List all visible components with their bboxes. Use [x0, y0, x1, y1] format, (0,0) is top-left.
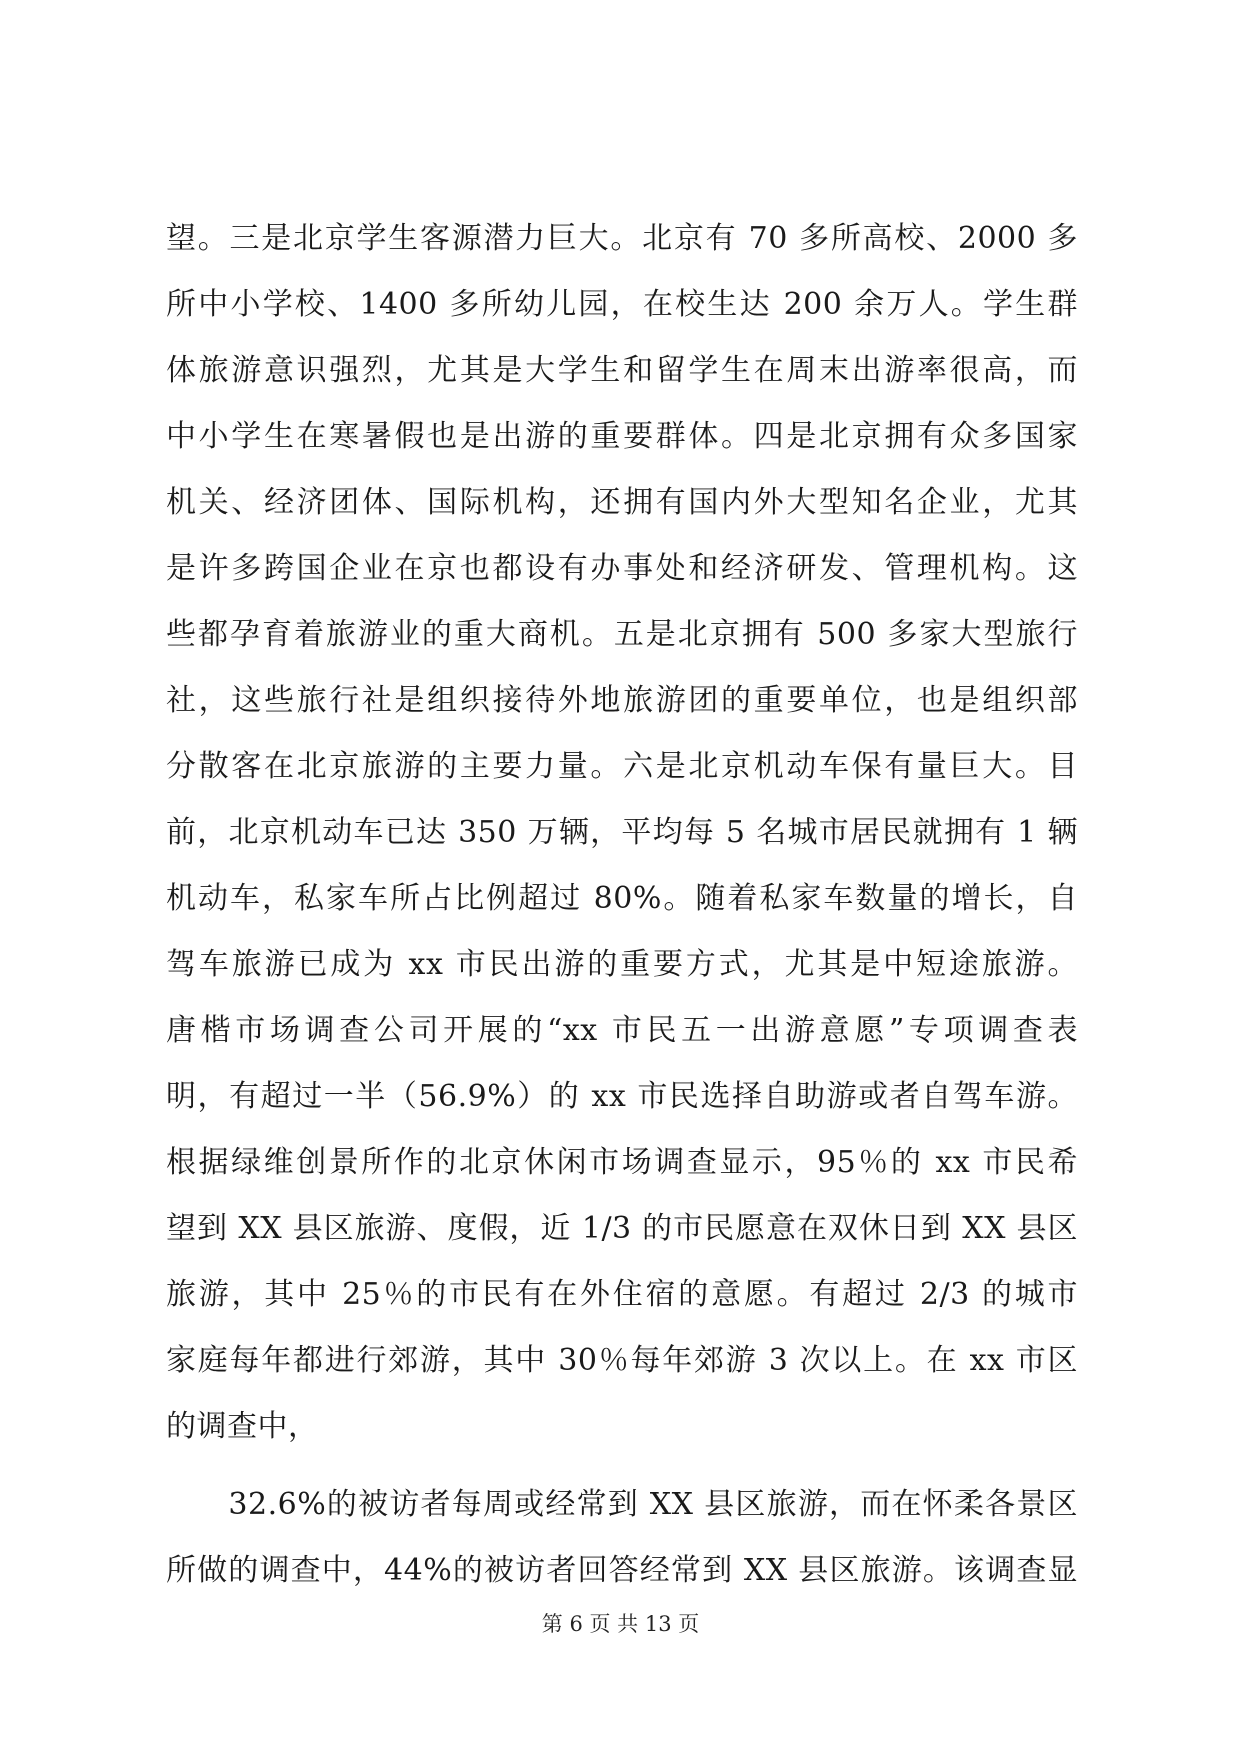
- text-line: 的调查中，: [166, 1409, 319, 1444]
- text-line: 根据绿维创景所作的北京休闲市场调查显示，95％的 xx 市民希: [166, 1145, 1078, 1180]
- text-line: 家庭每年都进行郊游，其中 30％每年郊游 3 次以上。在 xx 市区: [166, 1343, 1078, 1378]
- text-line: 些都孕育着旅游业的重大商机。五是北京拥有 500 多家大型旅行: [166, 617, 1078, 652]
- document-body: [166, 206, 1078, 1604]
- text-line: 分散客在北京旅游的主要力量。六是北京机动车保有量巨大。目: [166, 749, 1078, 784]
- text-line: 所做的调查中，44%的被访者回答经常到 XX 县区旅游。该调查显: [166, 1553, 1078, 1588]
- paragraph-2: [166, 1472, 1078, 1604]
- text-line: 社，这些旅行社是组织接待外地旅游团的重要单位，也是组织部: [166, 683, 1078, 718]
- text-line: 望到 XX 县区旅游、度假，近 1/3 的市民愿意在双休日到 XX 县区: [166, 1211, 1078, 1246]
- text-line: 前，北京机动车已达 350 万辆，平均每 5 名城市居民就拥有 1 辆: [166, 815, 1078, 850]
- text-line: 机关、经济团体、国际机构，还拥有国内外大型知名企业，尤其: [166, 485, 1078, 520]
- text-line: 明，有超过一半（56.9%）的 xx 市民选择自助游或者自驾车游。: [166, 1079, 1078, 1114]
- text-line: 所中小学校、1400 多所幼儿园，在校生达 200 余万人。学生群: [166, 287, 1078, 322]
- page-number: 第 6 页 共 13 页: [541, 1612, 700, 1636]
- text-line: 旅游，其中 25％的市民有在外住宿的意愿。有超过 2/3 的城市: [166, 1277, 1078, 1312]
- text-line: 是许多跨国企业在京也都设有办事处和经济研发、管理机构。这: [166, 551, 1078, 586]
- text-line: 望。三是北京学生客源潜力巨大。北京有 70 多所高校、2000 多: [166, 221, 1078, 256]
- text-line: 32.6%的被访者每周或经常到 XX 县区旅游，而在怀柔各景区: [166, 1487, 1078, 1522]
- paragraph-spacer: [166, 1460, 1078, 1472]
- text-line: 中小学生在寒暑假也是出游的重要群体。四是北京拥有众多国家: [166, 419, 1078, 454]
- text-line: 机动车，私家车所占比例超过 80%。随着私家车数量的增长，自: [166, 881, 1078, 916]
- paragraph-1: [166, 206, 1078, 1460]
- text-line: 驾车旅游已成为 xx 市民出游的重要方式，尤其是中短途旅游。: [166, 947, 1078, 982]
- text-line: 唐楷市场调查公司开展的“xx 市民五一出游意愿”专项调查表: [166, 1013, 1078, 1048]
- text-line: 体旅游意识强烈，尤其是大学生和留学生在周末出游率很高，而: [166, 353, 1078, 388]
